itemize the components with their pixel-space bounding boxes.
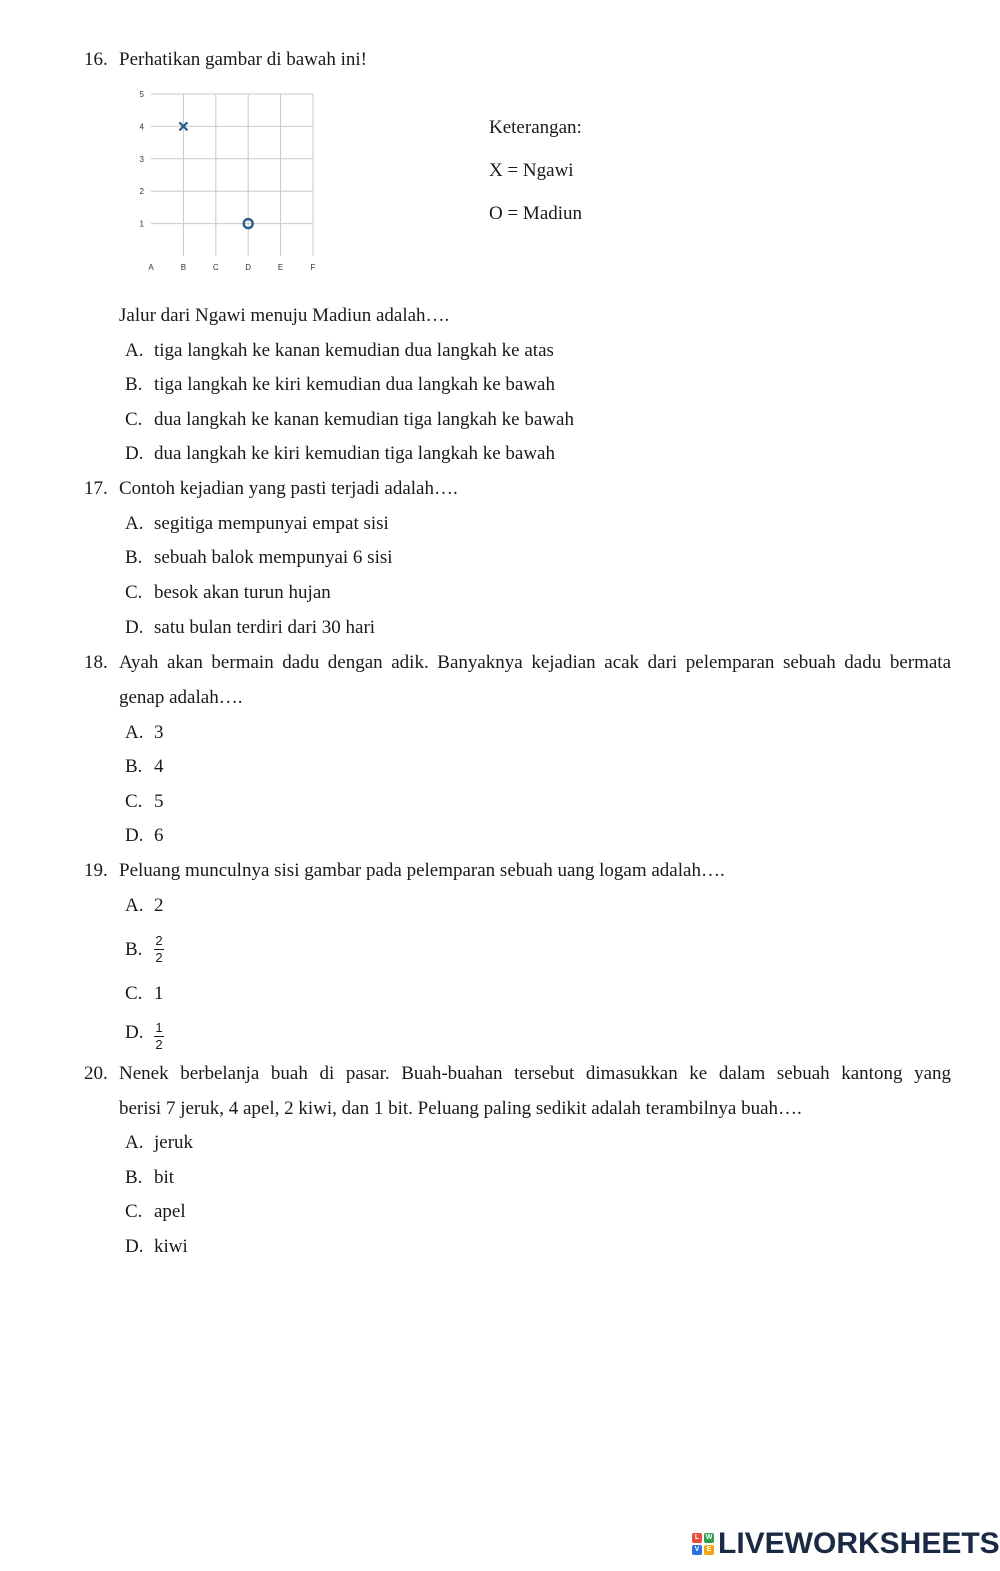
fraction [154,1021,164,1052]
q20-option-b-letter[interactable]: B. [125,1167,143,1188]
q19-option-a-letter[interactable]: A. [125,895,144,916]
y-tick-label: 4 [139,122,144,132]
q17-option-d-letter[interactable]: D. [125,617,144,638]
q20-number: 20. [84,1063,108,1084]
q19-text: Peluang munculnya sisi gambar pada pelemparan sebuah uang logam adalah…. [119,860,725,881]
q18-option-b[interactable]: 4 [154,756,164,777]
q17-text: Contoh kejadian yang pasti terjadi adalah…. [119,478,458,499]
q20-option-a[interactable]: jeruk [154,1132,194,1153]
q16-prompt: Jalur dari Ngawi menuju Madiun adalah…. [119,305,450,326]
q19-option-c[interactable]: 1 [154,983,164,1004]
logo-mark-icon [692,1533,714,1555]
q18-number: 18. [84,652,108,673]
q16-number: 16. [84,49,108,70]
y-tick-label: 2 [139,187,144,197]
fraction [154,934,164,965]
q19-option-b-letter[interactable]: B. [125,939,143,960]
q20-option-c[interactable]: apel [154,1201,186,1222]
y-tick-label: 1 [139,219,144,229]
logo-square-w: W [705,1534,713,1541]
q16-text: Perhatikan gambar di bawah ini! [119,49,367,70]
q19-option-d-letter[interactable]: D. [125,1022,144,1043]
legend-title: Keterangan: [489,117,582,138]
legend-o: O = Madiun [489,203,583,224]
q16-option-b-letter[interactable]: B. [125,374,143,395]
q16-option-a-letter[interactable]: A. [125,340,144,361]
q19-option-d[interactable] [154,1016,164,1052]
q17-option-a-letter[interactable]: A. [125,513,144,534]
x-tick-label: F [310,263,316,272]
q17-option-d[interactable]: satu bulan terdiri dari 30 hari [154,617,376,638]
fraction-numerator: 2 [155,933,163,948]
q16-option-c-letter[interactable]: C. [125,409,143,430]
q19-option-c-letter[interactable]: C. [125,983,143,1004]
q19-number: 19. [84,860,108,881]
brand-name: LIVEWORKSHEETS [718,1527,1000,1560]
q18-option-a[interactable]: 3 [154,722,164,743]
legend-x: X = Ngawi [489,160,574,181]
x-tick-label: C [212,263,219,272]
q18-text-line1: Ayah akan bermain dadu dengan adik. Banyaknya kejadian acak dari pelemparan sebuah dadu bermata [119,652,951,673]
x-tick-label: D [245,263,252,272]
q20-option-d[interactable]: kiwi [154,1236,188,1257]
logo-square-v: V [692,1545,702,1555]
q16-option-d-letter[interactable]: D. [125,443,144,464]
q20-option-b[interactable]: bit [154,1167,175,1188]
q20-option-d-letter[interactable]: D. [125,1236,144,1257]
q19-option-b[interactable] [154,929,164,965]
fraction-denominator: 2 [155,1037,163,1052]
q18-option-d-letter[interactable]: D. [125,825,144,846]
q17-option-b-letter[interactable]: B. [125,547,143,568]
q17-option-c[interactable]: besok akan turun hujan [154,582,331,603]
q20-option-a-letter[interactable]: A. [125,1132,144,1153]
y-tick-label: 5 [139,90,144,99]
q17-option-c-letter[interactable]: C. [125,582,143,603]
fraction-denominator: 2 [155,950,163,965]
q19-option-a[interactable]: 2 [154,895,164,916]
grid-chart [132,84,332,284]
q18-text-line2: genap adalah…. [119,687,243,708]
x-tick-label: E [277,263,284,272]
logo-square-e: E [704,1545,714,1555]
q20-text-line1: Nenek berbelanja buah di pasar. Buah-buahan tersebut dimasukkan ke dalam sebuah kantong yang [119,1063,951,1084]
q20-text-line2: berisi 7 jeruk, 4 apel, 2 kiwi, dan 1 bit. Peluang paling sedikit adalah terambilnya buah…. [119,1098,802,1119]
q20-option-c-letter[interactable]: C. [125,1201,143,1222]
q18-option-d[interactable]: 6 [154,825,164,846]
q18-option-c[interactable]: 5 [154,791,164,812]
liveworksheets-logo[interactable] [692,1527,1000,1561]
q16-option-c[interactable]: dua langkah ke kanan kemudian tiga langkah ke bawah [154,409,574,430]
q18-option-c-letter[interactable]: C. [125,791,143,812]
logo-square-l: L [692,1533,702,1543]
x-tick-label: A [148,263,154,272]
y-tick-label: 3 [139,154,144,164]
q17-option-b[interactable]: sebuah balok mempunyai 6 sisi [154,547,393,568]
q16-option-a[interactable]: tiga langkah ke kanan kemudian dua langkah ke atas [154,340,554,361]
fraction-numerator: 1 [155,1020,163,1035]
q18-option-a-letter[interactable]: A. [125,722,144,743]
q18-option-b-letter[interactable]: B. [125,756,143,777]
q17-option-a[interactable]: segitiga mempunyai empat sisi [154,513,389,534]
coordinate-grid [132,84,332,284]
q17-number: 17. [84,478,108,499]
q16-option-d[interactable]: dua langkah ke kiri kemudian tiga langkah ke bawah [154,443,555,464]
q16-option-b[interactable]: tiga langkah ke kiri kemudian dua langkah ke bawah [154,374,555,395]
x-tick-label: B [180,263,187,272]
